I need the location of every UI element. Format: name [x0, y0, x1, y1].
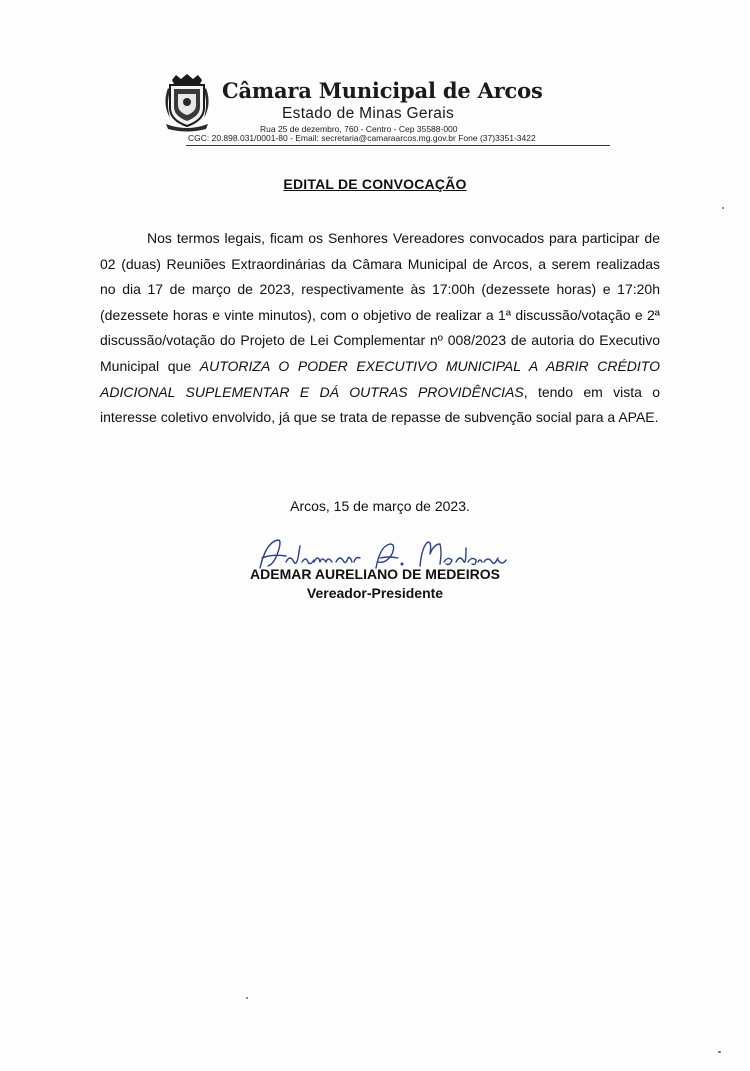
- document-heading: [0, 176, 750, 194]
- letterhead-address: Rua 25 de dezembro, 760 - Centro - Cep 35588-000: [260, 124, 458, 134]
- scan-speck: [718, 1051, 721, 1053]
- body-text-part1: Nos termos legais, ficam os Senhores Vereadores convocados para participar de 02 (duas) Reuniões Extraordinárias da Câmara Municipal de Arcos, a serem realizadas no dia 17 de março de 2023, respectivamente às 17:00h (dezessete horas) e 17:20h (dezessete horas e vinte minutos), com o objetivo de realizar a 1ª discussão/votação e 2ª discussão/votação do Projeto de Lei Complementar nº 008/2023 de autoria do Executivo Municipal que: [100, 230, 660, 374]
- letterhead-title: Câmara Municipal de Arcos: [222, 78, 543, 103]
- body-paragraph: [100, 226, 660, 431]
- letterhead: [160, 74, 610, 150]
- letterhead-contact: CGC: 20.898.031/0001-80 - Email: secretaria@camaraarcos.mg.gov.br Fone (37)3351-3422: [188, 133, 536, 143]
- coat-of-arms-icon: [160, 74, 214, 132]
- scan-speck: [722, 207, 724, 209]
- document-heading-text: EDITAL DE CONVOCAÇÃO: [283, 176, 467, 192]
- letterhead-divider: [186, 145, 610, 146]
- signatory-name: ADEMAR AURELIANO DE MEDEIROS: [250, 566, 500, 582]
- date-line: Arcos, 15 de março de 2023.: [290, 498, 470, 514]
- scan-speck: [246, 997, 248, 999]
- body-text-emphasis: AUTORIZA O PODER EXECUTIVO MUNICIPAL A ABRIR CRÉDITO ADICIONAL SUPLEMENTAR E DÁ OUTRAS PROVIDÊNCIAS: [100, 357, 660, 400]
- letterhead-state: Estado de Minas Gerais: [282, 105, 455, 122]
- signatory-role: Vereador-Presidente: [306, 585, 444, 601]
- body-text-part2: , tendo em vista o interesse coletivo envolvido, já que se trata de repasse de subvenção social para a APAE.: [100, 383, 660, 426]
